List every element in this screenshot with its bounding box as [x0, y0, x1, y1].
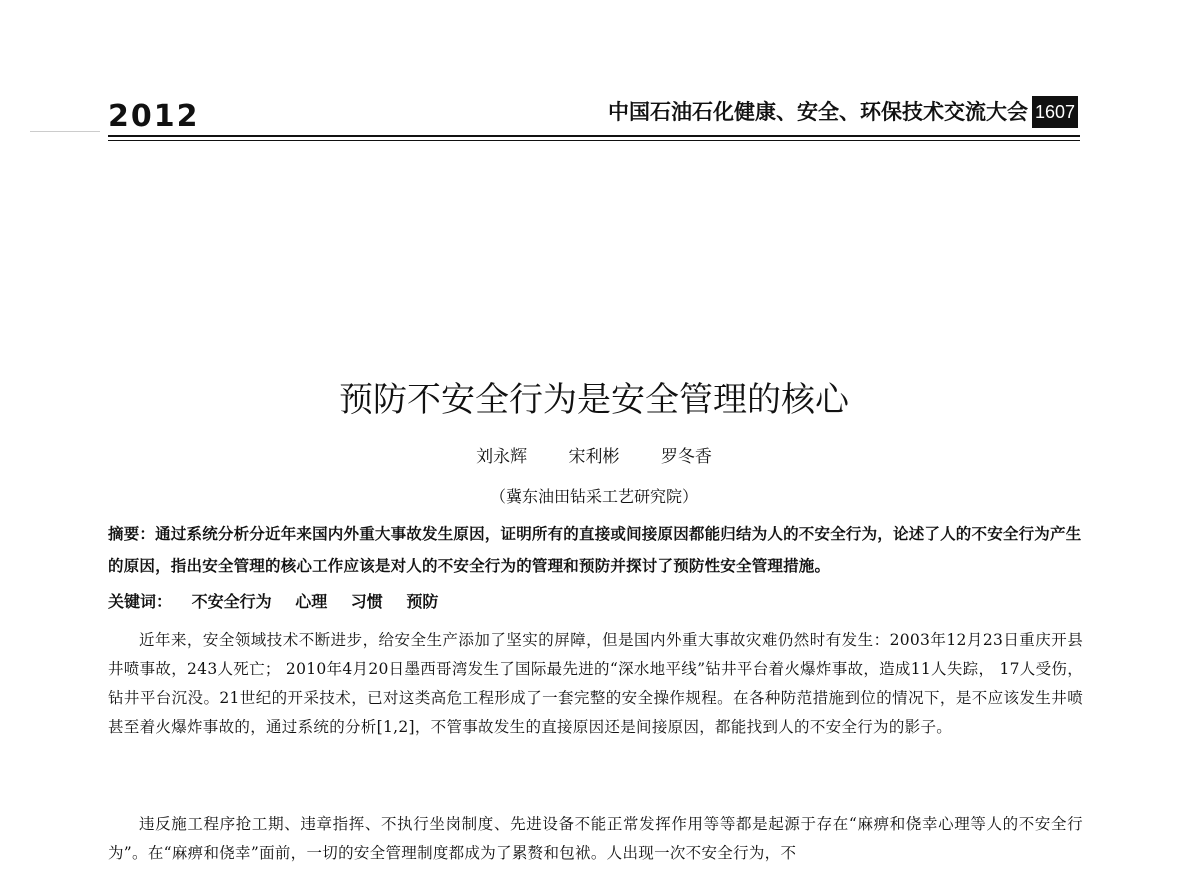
keywords-label: 关键词：	[108, 592, 173, 611]
abstract: 摘要：通过系统分析分近年来国内外重大事故发生原因，证明所有的直接或间接原因都能归结为人的不安全行为，论述了人的不安全行为产生的原因，指出安全管理的核心工作应该是对人的不安全行为的管理和预防并探讨了预防性安全管理措施。	[108, 525, 1082, 575]
scan-margin-mark	[30, 131, 100, 132]
author-3: 罗冬香	[660, 447, 712, 467]
affiliation: （冀东油田钻采工艺研究院）	[489, 487, 698, 506]
keyword-2: 心理	[295, 592, 328, 611]
author-2: 宋利彬	[568, 447, 620, 467]
header-conference-title: 中国石油石化健康、安全、环保技术交流大会	[608, 100, 1028, 124]
author-list	[0, 444, 1188, 470]
paper-title: 预防不安全行为是安全管理的核心	[339, 380, 849, 420]
header-page-number: 1607	[1032, 96, 1078, 128]
keyword-3: 习惯	[350, 592, 383, 611]
keywords	[108, 588, 1083, 616]
keyword-1: 不安全行为	[191, 592, 272, 611]
author-1: 刘永辉	[476, 447, 528, 467]
keyword-4: 预防	[406, 592, 439, 611]
header-rule-thin	[108, 140, 1080, 141]
header-year: 2012	[108, 99, 200, 134]
body-paragraph-1: 近年来，安全领域技术不断进步，给安全生产添加了坚实的屏障，但是国内外重大事故灾难仍然时有发生：2003年12月23日重庆开县井喷事故，243人死亡； 2010年4月20日墨西哥湾发生了国际最先进的“深水地平线”钻井平台着火爆炸事故，造成11人失踪， 17人受伤，钻井平台沉没。21世纪的开采技术，已对这类高危工程形成了一套完整的安全操作规程。在各种防范措施到位的情况下，是不应该发生井喷甚至着火爆炸事故的，通过系统的分析[1,2]，不管事故发生的直接原因还是间接原因，都能找到人的不安全行为的影子。	[108, 631, 1083, 736]
body-paragraph-2: 违反施工程序抢工期、违章指挥、不执行坐岗制度、先进设备不能正常发挥作用等等都是起源于存在“麻痹和侥幸心理等人的不安全行为”。在“麻痹和侥幸”面前，一切的安全管理制度都成为了累赘和包袱。人出现一次不安全行为，不	[108, 815, 1083, 862]
header-rule	[108, 135, 1080, 137]
